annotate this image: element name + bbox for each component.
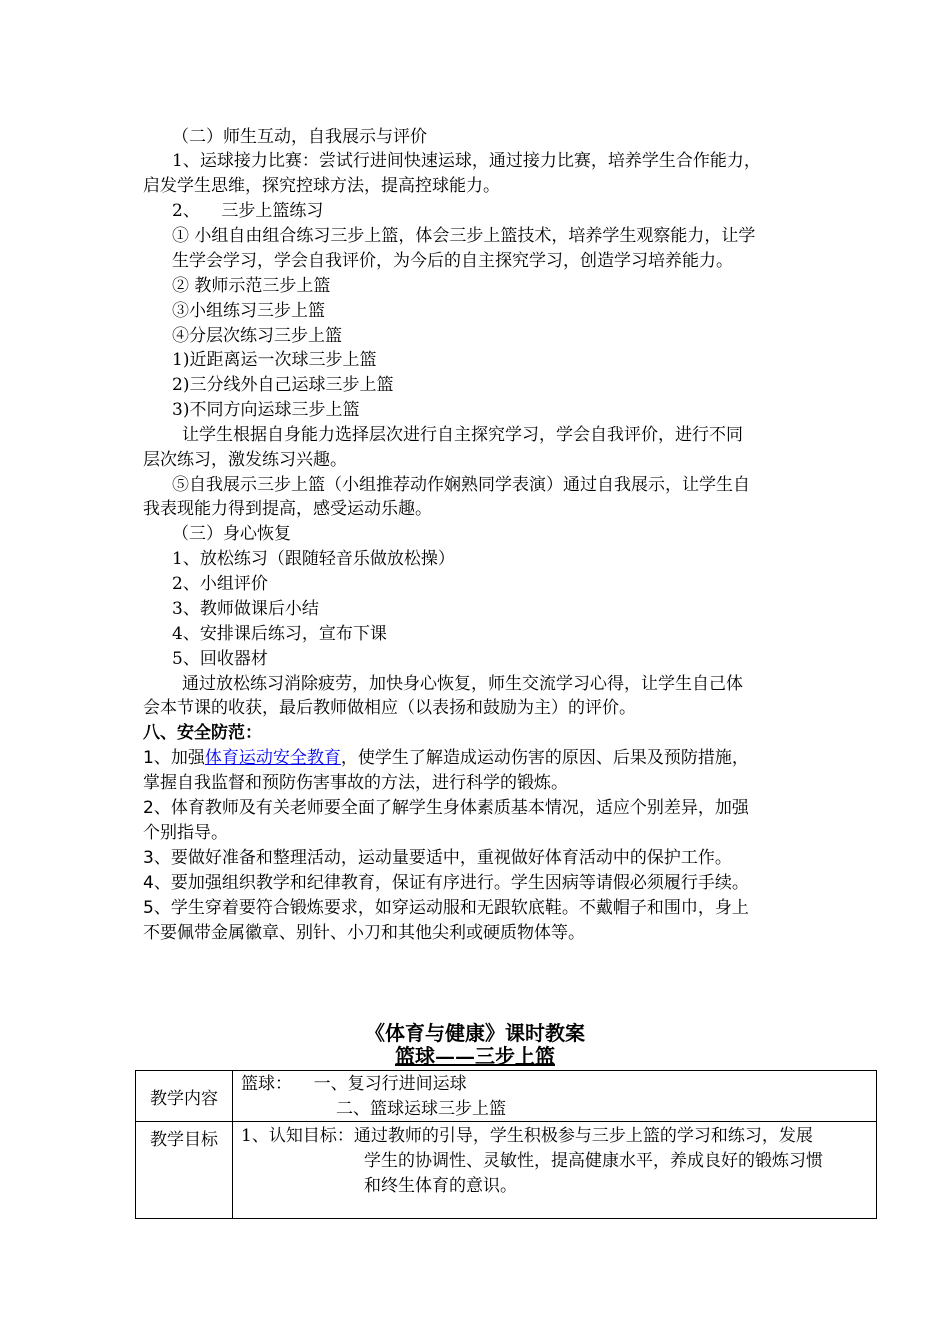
list-item: 2)三分线外自己运球三步上篮: [172, 375, 394, 395]
paragraph-line: 个别指导。: [143, 823, 228, 843]
paragraph-line: 让学生根据自身能力选择层次进行自主探究学习，学会自我评价，进行不同: [182, 425, 743, 445]
list-item: 5、回收器材: [172, 649, 268, 669]
paragraph-line: 1、运球接力比赛：尝试行进间快速运球，通过接力比赛，培养学生合作能力，: [172, 151, 761, 171]
row-label: 教学内容: [136, 1071, 233, 1122]
content-line: 篮球： 一、复习行进间运球: [241, 1074, 467, 1094]
list-item: 1、放松练习（跟随轻音乐做放松操）: [172, 549, 455, 569]
paragraph-line: 层次练习，激发练习兴趣。: [143, 450, 347, 470]
list-item: 3、教师做课后小结: [172, 599, 319, 619]
paragraph-line: 3、要做好准备和整理活动，运动量要适中，重视做好体育活动中的保护工作。: [143, 848, 732, 868]
table-row: [136, 1071, 877, 1122]
plan-subtitle: 篮球——三步上篮: [395, 1044, 555, 1068]
content-line: 二、篮球运球三步上篮: [336, 1099, 506, 1119]
safety-education-link[interactable]: 体育运动安全教育: [204, 748, 341, 768]
row-content: [233, 1071, 877, 1122]
section-heading: （二）师生互动，自我展示与评价: [172, 127, 427, 147]
paragraph-line: 启发学生思维，探究控球方法，提高控球能力。: [143, 176, 500, 196]
list-item: ② 教师示范三步上篮: [172, 276, 331, 296]
table-row: [136, 1122, 877, 1219]
row-content: [233, 1122, 877, 1219]
row-label-text: 教学目标: [150, 1130, 218, 1150]
paragraph-line: ① 小组自由组合练习三步上篮，体会三步上篮技术，培养学生观察能力，让学: [172, 226, 756, 246]
paragraph-line: 通过放松练习消除疲劳，加快身心恢复，师生交流学习心得，让学生自己体: [182, 674, 743, 694]
content-line: 1、认知目标：通过教师的引导，学生积极参与三步上篮的学习和练习，发展: [241, 1126, 813, 1146]
paragraph-line: 5、学生穿着要符合锻炼要求，如穿运动服和无跟软底鞋。不戴帽子和围巾，身上: [143, 898, 749, 918]
paragraph-line: ⑤自我展示三步上篮（小组推荐动作娴熟同学表演）通过自我展示，让学生自: [172, 475, 750, 495]
text: 1、加强: [143, 748, 205, 768]
paragraph-line: [143, 747, 749, 769]
list-item: 2、 三步上篮练习: [172, 201, 324, 221]
plan-title: 《体育与健康》课时教案: [365, 1021, 585, 1045]
lesson-plan-table: [135, 1070, 877, 1219]
list-item: ③小组练习三步上篮: [172, 301, 325, 321]
paragraph-line: 生学会学习，学会自我评价，为今后的自主探究学习，创造学习培养能力。: [172, 251, 733, 271]
section-heading: （三）身心恢复: [172, 524, 291, 544]
paragraph-line: 掌握自我监督和预防伤害事故的方法，进行科学的锻炼。: [143, 773, 568, 793]
content-line: 学生的协调性、灵敏性，提高健康水平，养成良好的锻炼习惯: [364, 1151, 823, 1171]
paragraph-line: 4、要加强组织教学和纪律教育，保证有序进行。学生因病等请假必须履行手续。: [143, 873, 749, 893]
list-item: 1)近距离运一次球三步上篮: [172, 350, 377, 370]
paragraph-line: 我表现能力得到提高，感受运动乐趣。: [143, 499, 432, 519]
paragraph-line: 会本节课的收获，最后教师做相应（以表扬和鼓励为主）的评价。: [143, 698, 636, 718]
list-item: ④分层次练习三步上篮: [172, 326, 342, 346]
section-heading: 八、安全防范：: [143, 723, 262, 743]
list-item: 4、安排课后练习，宣布下课: [172, 624, 387, 644]
list-item: 3)不同方向运球三步上篮: [172, 400, 360, 420]
paragraph-line: 2、体育教师及有关老师要全面了解学生身体素质基本情况，适应个别差异，加强: [143, 798, 749, 818]
list-item: 2、小组评价: [172, 574, 268, 594]
content-line: 和终生体育的意识。: [364, 1176, 517, 1196]
row-label: [136, 1122, 233, 1219]
paragraph-line: 不要佩带金属徽章、别针、小刀和其他尖利或硬质物体等。: [143, 923, 585, 943]
text: ，使学生了解造成运动伤害的原因、后果及预防措施，: [340, 748, 749, 768]
